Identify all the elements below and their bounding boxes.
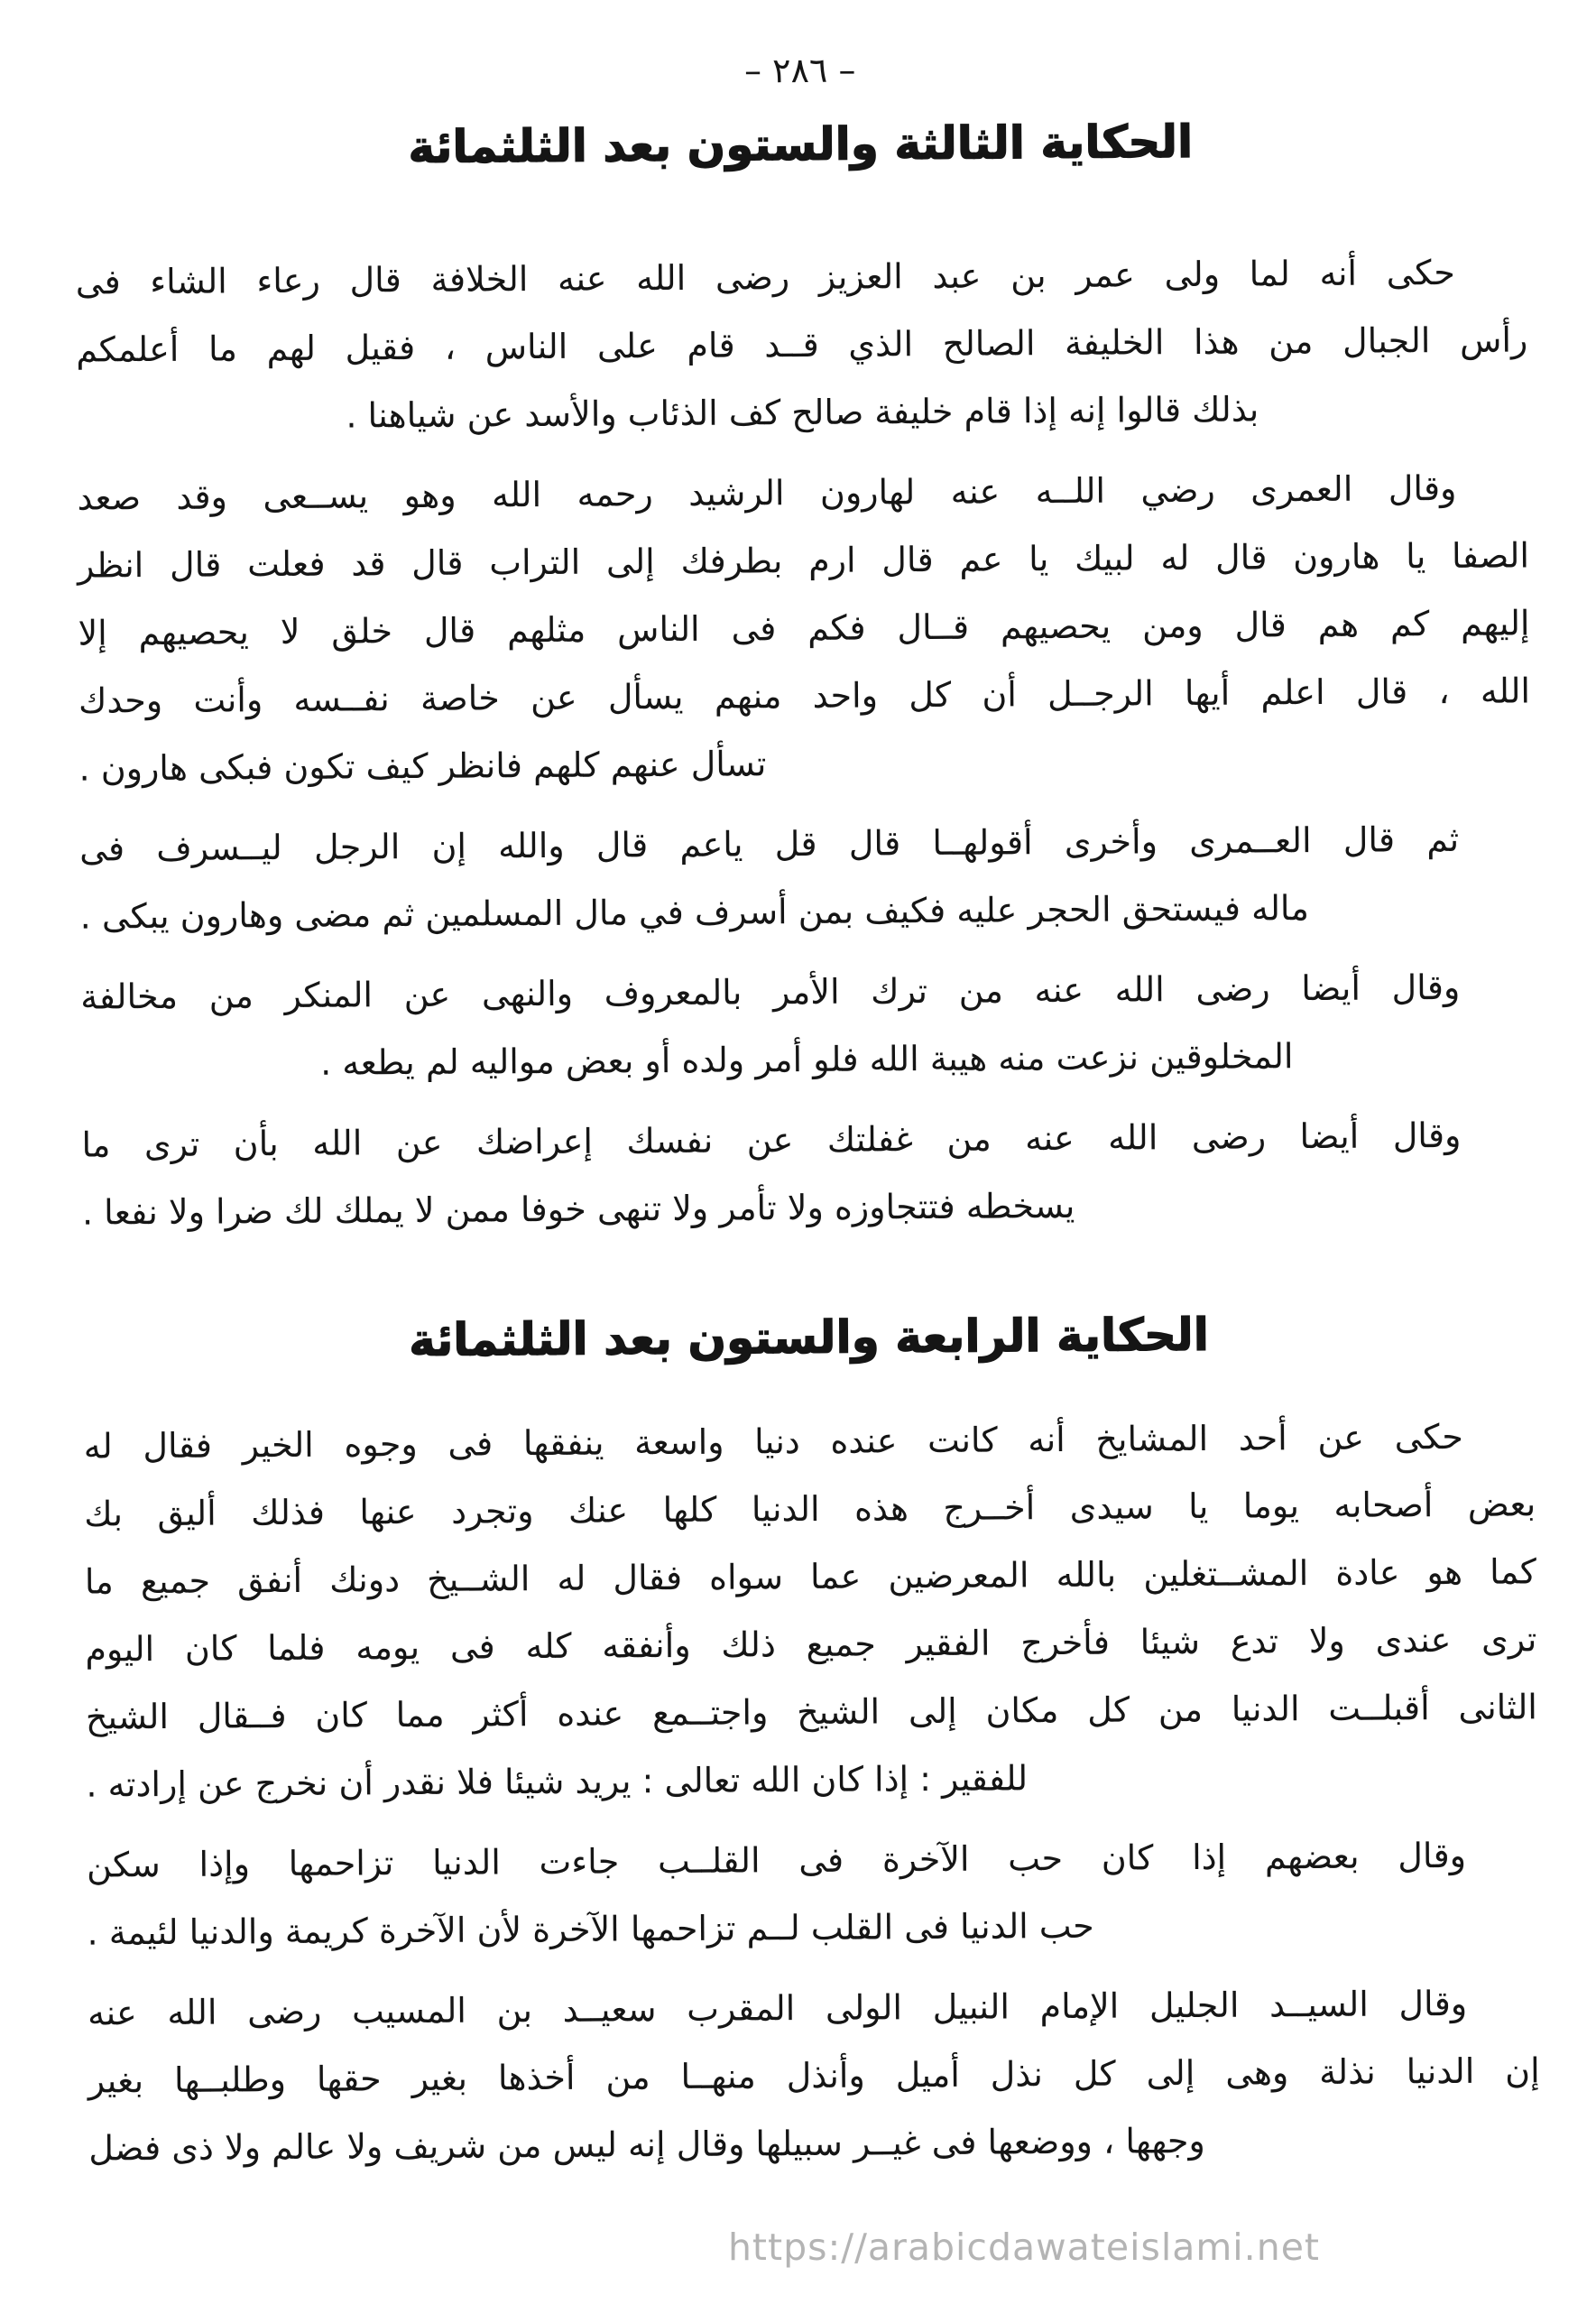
text-line: تسأل عنهم كلهم فانظر كيف تكون فبكى هارون . bbox=[78, 744, 767, 789]
text-line: وجهها ، ووضعها فى غيــر سبيلها وقال إنه ليس من شريف ولا عالم ولا ذى فضل bbox=[88, 2120, 1205, 2169]
text-line: ماله فيستحق الحجر عليه فكيف بمن أسرف في مال المسلمين ثم مضى وهارون يبكى . bbox=[79, 888, 1310, 937]
text-line: الثانى أقبلــت الدنيا من كل مكان إلى الشيخ واجتــمع عنده أكثر مما كان فــقال الشيخ bbox=[85, 1687, 1538, 1737]
text-line: للفقير : إذا كان الله تعالى : يريد شيئا فلا نقدر أن نخرج عن إرادته . bbox=[86, 1758, 1029, 1805]
paragraph bbox=[84, 1402, 1538, 1819]
text-line: ترى عندى ولا تدع شيئا فأخرج الفقير جميع ذلك وأنفقه كله فى يومه فلما كان اليوم bbox=[85, 1619, 1537, 1670]
text-line: إن الدنيا نذلة وهى إلى كل نذل أميل وأنذل منهــا من أخذها بغير حقها وطلبــها بغير bbox=[88, 2050, 1540, 2101]
story-364-section bbox=[83, 1300, 1541, 2182]
text-line: كما هو عادة المشــتغلين بالله المعرضين عما سواه فقال له الشــيخ دونك أنفق جميع ما bbox=[84, 1551, 1536, 1602]
text-line: المخلوقين نزعت منه هيبة الله فلو أمر ولده أو بعض مواليه لم يطعه . bbox=[320, 1036, 1294, 1083]
text-line: حكى أنه لما ولى عمر بن عبد العزيز رضى الله عنه الخلافة قال رعاء الشاء فى bbox=[75, 252, 1455, 302]
text-line: الله ، قال اعلم أيها الرجــل أن كل واحد منهم يسأل عن خاصة نفــسه وأنت وحدك bbox=[78, 671, 1531, 721]
text-line: حب الدنيا فى القلب لــم تزاحمها الآخرة لأن الآخرة كريمة والدنيا لئيمة . bbox=[87, 1905, 1094, 1953]
text-line: وقال أيضا رضى الله عنه من غفلتك عن نفسك إعراضك عن الله بأن ترى ما bbox=[81, 1115, 1462, 1165]
text-line: وقال بعضهم إذا كان حب الآخرة فى القلــب جاءت الدنيا تزاحمها وإذا سكن bbox=[86, 1835, 1467, 1885]
paragraph bbox=[80, 953, 1533, 1098]
paragraph bbox=[88, 1969, 1541, 2182]
text-line: وقال العمرى رضي اللــه عنه لهارون الرشيد رحمه الله وهو يســعى وقد صعد bbox=[77, 467, 1457, 518]
page-content bbox=[74, 40, 1541, 2195]
text-line: بعض أصحابه يوما يا سيدى أخــرج هذه الدنيا كلها عنك وتجرد عنها فذلك أليق بك bbox=[84, 1484, 1536, 1534]
text-line: حكى عن أحد المشايخ أنه كانت عنده دنيا واسعة ينفقها فى وجوه الخير فقال له bbox=[83, 1416, 1463, 1467]
paragraph bbox=[76, 238, 1529, 451]
text-line: يسخطه فتتجاوزه ولا تأمر ولا تنهى خوفا ممن لا يملك لك ضرا ولا نفعا . bbox=[81, 1185, 1075, 1233]
text-line: وقال السيــد الجليل الإمام النبيل الولى المقرب سعيــد بن المسيب رضى الله عنه bbox=[88, 1983, 1468, 2033]
text-line: وقال أيضا رضى الله عنه من ترك الأمر بالمعروف والنهى عن المنكر من مخالفة bbox=[80, 967, 1461, 1017]
story-363-section bbox=[75, 106, 1535, 1246]
text-line: ثم قال العــمرى وأخرى أقولهــا قال قل ياعم قال والله إن الرجل ليــسرف فى bbox=[79, 819, 1460, 869]
paragraph bbox=[87, 1821, 1539, 1967]
text-line: بذلك قالوا إنه إذا قام خليفة صالح كف الذئاب والأسد عن شياهنا . bbox=[346, 389, 1259, 436]
watermark-url: https://arabicdawateislami.net bbox=[727, 2226, 1320, 2269]
text-line: الصفا يا هارون قال له لبيك يا عم قال ارم بطرفك إلى التراب قال قد فعلت قال انظر bbox=[77, 535, 1530, 586]
page-number: – ٢٨٦ – bbox=[743, 50, 856, 91]
paragraph bbox=[79, 805, 1532, 950]
text-line: إليهم كم هم قال ومن يحصيهم قــال فكم فى الناس مثلهم قال خلق لا يحصيهم إلا bbox=[78, 603, 1530, 653]
paragraph bbox=[77, 454, 1531, 802]
paragraph bbox=[81, 1101, 1534, 1246]
story-363-title: الحكاية الثالثة والستون بعد الثلثمائة bbox=[408, 115, 1194, 174]
text-line: رأس الجبال من هذا الخليفة الصالح الذي قــد قام على الناس ، فقيل لهم ما أعلمكم bbox=[76, 319, 1528, 370]
story-364-title: الحكاية الرابعة والستون بعد الثلثمائة bbox=[408, 1308, 1210, 1367]
